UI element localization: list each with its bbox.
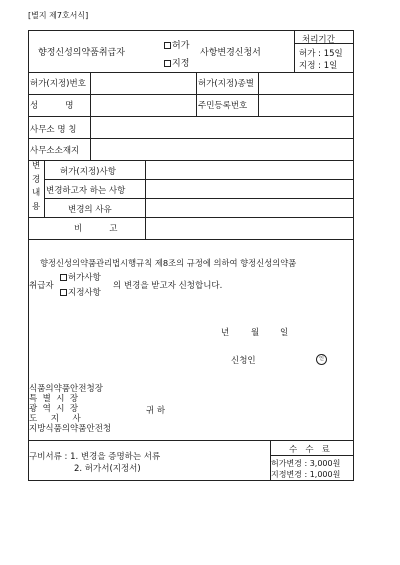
- title-suffix: 사항변경신청서: [200, 48, 261, 58]
- seal-icon: 인: [316, 354, 327, 365]
- period-permit: 허가 : 15일: [299, 49, 343, 59]
- permit-number-label: 허가(지정)번호: [30, 79, 86, 89]
- title-option-designation[interactable]: 지정: [164, 56, 189, 69]
- period-designation: 지정 : 1일: [299, 61, 338, 71]
- permit-number-input[interactable]: [92, 75, 194, 91]
- changes-side-label: 변 경 내 용: [32, 161, 41, 212]
- office-address-label: 사무소소재지: [30, 146, 80, 156]
- statement-option-designation[interactable]: 지정사항: [60, 286, 101, 298]
- recipients-honorific: 귀 하: [146, 406, 166, 416]
- fee-title: 수 수 료: [289, 445, 330, 455]
- change-item-input[interactable]: [147, 163, 352, 177]
- checkbox-designation[interactable]: [164, 60, 171, 67]
- change-requested-input[interactable]: [147, 182, 352, 196]
- statement-prefix: 취급자: [29, 281, 54, 291]
- resident-number-label: 주민등록번호: [198, 101, 248, 111]
- title-prefix: 향정신성의약품취급자: [38, 48, 125, 58]
- documents-item2: 2. 허가서(지정서): [74, 464, 141, 474]
- change-requested-label: 변경하고자 하는 사항: [46, 186, 126, 196]
- fee-designation: 지정변경 : 1,000원: [271, 470, 341, 479]
- statement-suffix: 의 변경을 받고자 신청합니다.: [113, 281, 223, 291]
- remarks-input[interactable]: [147, 220, 352, 236]
- statement-option-permit[interactable]: 허가사항: [60, 271, 101, 283]
- change-reason-input[interactable]: [147, 201, 352, 215]
- office-address-input[interactable]: [92, 141, 352, 157]
- office-name-label: 사무소 명 칭: [30, 125, 77, 135]
- date-day: 일: [280, 328, 289, 338]
- recipients: 식품의약품안전청장 특 별 시 장 광 역 시 장 도 지 사 지방식품의약품안전청: [29, 384, 112, 434]
- statement-line1: 향정신성의약품관리법시행규칙 제8조의 규정에 의하여 향정신성의약품: [40, 258, 297, 268]
- seal-mark: [316, 353, 327, 365]
- permit-type-label: 허가(지정)종별: [198, 79, 254, 89]
- name-input[interactable]: [92, 97, 194, 113]
- fee-permit: 허가변경 : 3,000원: [271, 459, 341, 468]
- applicant-label: 신청인: [231, 356, 256, 366]
- documents-title: 구비서류 : 1. 변경을 증명하는 서류: [29, 452, 161, 462]
- name-label: 성 명: [30, 101, 74, 111]
- change-item-label: 허가(지정)사항: [60, 167, 116, 177]
- checkbox-permit-change[interactable]: [60, 274, 67, 281]
- period-title: 처리기간: [302, 35, 335, 45]
- date-year: 년: [221, 328, 230, 338]
- checkbox-permit[interactable]: [164, 42, 171, 49]
- checkbox-designation-change[interactable]: [60, 289, 67, 296]
- date-month: 월: [251, 328, 260, 338]
- permit-type-input[interactable]: [260, 75, 352, 91]
- remarks-label: 비 고: [74, 224, 118, 234]
- resident-number-input[interactable]: [260, 97, 352, 113]
- change-reason-label: 변경의 사유: [68, 205, 112, 215]
- form-id: [별지 제7호서식]: [28, 11, 89, 20]
- title-option-permit[interactable]: 허가: [164, 38, 189, 51]
- office-name-input[interactable]: [92, 119, 352, 135]
